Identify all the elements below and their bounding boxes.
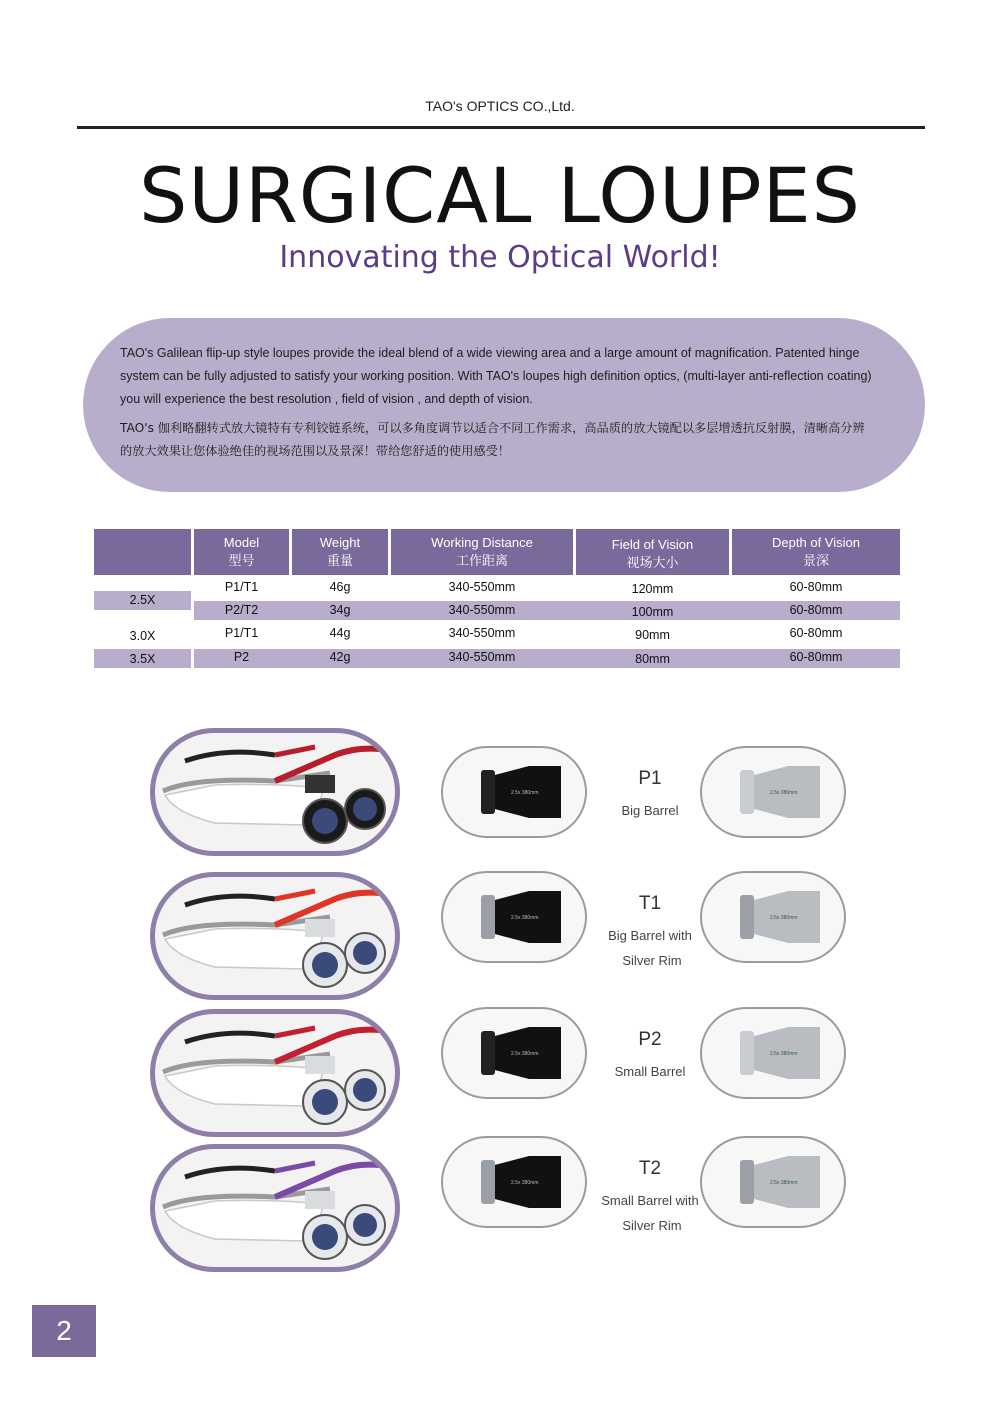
black-barrel-image: [441, 1007, 587, 1099]
header-blank: [94, 529, 191, 575]
cell-field: 90mm: [635, 628, 670, 642]
header-distance: [391, 529, 573, 575]
product-desc: Small Barrel with: [601, 1193, 699, 1208]
header-distance-cn: 工作距离: [455, 553, 508, 568]
black-barrel-image: [441, 746, 587, 838]
mag-label: 3.0X: [129, 629, 156, 643]
mag-label: 2.5X: [129, 593, 156, 607]
header-model-en: Model: [223, 535, 260, 550]
cell-depth: 60-80mm: [789, 626, 843, 640]
product-name: P2: [638, 1029, 662, 1050]
intro-english: TAO's Galilean flip-up style loupes provide the ideal blend of a wide viewing area and a large amount of magnification. Patented hinge system can be fully adjusted to satisfy your working position. With TAO's loupes high definition optics, (multi-layer anti-reflection coating) you will experience the best resolution , field of vision , and depth of vision.: [120, 346, 872, 406]
product-name: T2: [638, 1158, 662, 1179]
header-depth-en: Depth of Vision: [772, 535, 860, 550]
header-model-cn: 型号: [228, 553, 255, 568]
cell-field: 120mm: [631, 582, 674, 596]
grey-barrel-image: [700, 871, 846, 963]
intro-panel: [83, 318, 925, 492]
svg-text:2.5x 380mm: 2.5x 380mm: [511, 915, 539, 921]
svg-text:2.5x 380mm: 2.5x 380mm: [511, 1051, 539, 1057]
cell-weight: 44g: [329, 626, 351, 640]
col-divider: [191, 575, 194, 671]
header-distance-en: Working Distance: [431, 535, 533, 550]
loupe-photo: [150, 1144, 400, 1272]
product-desc: Big Barrel with: [608, 928, 692, 943]
cell-model: P1/T1: [224, 580, 259, 594]
loupe-photo: [150, 872, 400, 1000]
product-desc: Big Barrel: [621, 803, 679, 818]
cell-model: P2/T2: [224, 603, 259, 617]
cell-weight: 34g: [329, 603, 351, 617]
header-weight-en: Weight: [319, 535, 361, 550]
product-name: P1: [638, 768, 662, 789]
product-desc-2: Silver Rim: [622, 1218, 682, 1233]
header-model: [194, 529, 289, 575]
header-depth-cn: 景深: [802, 553, 829, 568]
loupe-photo: [150, 1009, 400, 1137]
product-desc: Small Barrel: [614, 1064, 686, 1079]
black-barrel-image: [441, 871, 587, 963]
cell-depth: 60-80mm: [789, 580, 843, 594]
cell-distance: 340-550mm: [448, 580, 516, 594]
grey-barrel-image: [700, 1136, 846, 1228]
company-name: TAO's OPTICS CO.,Ltd.: [425, 98, 575, 114]
cell-field: 100mm: [631, 605, 674, 619]
header-field-cn: 视场大小: [626, 555, 679, 570]
header-weight-cn: 重量: [326, 553, 353, 568]
cell-weight: 46g: [329, 580, 351, 594]
cell-model: P2: [233, 650, 250, 664]
page-subtitle: Innovating the Optical World!: [279, 240, 721, 275]
page-title: SURGICAL LOUPES: [139, 151, 861, 240]
product-desc-2: Silver Rim: [622, 953, 682, 968]
cell-distance: 340-550mm: [448, 603, 516, 617]
loupe-photo: [150, 728, 400, 856]
header-weight: [292, 529, 388, 575]
cell-distance: 340-550mm: [448, 650, 516, 664]
mag-label: 3.5X: [129, 652, 156, 666]
svg-text:2.5x 380mm: 2.5x 380mm: [770, 1051, 798, 1057]
black-barrel-image: [441, 1136, 587, 1228]
cell-depth: 60-80mm: [789, 603, 843, 617]
cell-weight: 42g: [329, 650, 351, 664]
header-rule: [77, 126, 925, 129]
svg-text:2.5x 380mm: 2.5x 380mm: [511, 790, 539, 796]
header-depth: [732, 529, 900, 575]
grey-barrel-image: [700, 746, 846, 838]
intro-chinese: TAO's 伽利略翻转式放大镜特有专利铰链系统，可以多角度调节以适合不同工作需求，高品质的放大镜配以多层增透抗反射膜，清晰高分辨的放大效果让您体验绝佳的视场范围以及景深！带给您舒适的使用感受！: [120, 421, 865, 458]
svg-text:2.5x 380mm: 2.5x 380mm: [770, 790, 798, 796]
header-field: [576, 529, 729, 575]
cell-model: P1/T1: [224, 626, 259, 640]
product-name: T1: [638, 893, 662, 914]
cell-distance: 340-550mm: [448, 626, 516, 640]
svg-text:2.5x 380mm: 2.5x 380mm: [770, 1180, 798, 1186]
spec-table: [94, 529, 900, 671]
cell-depth: 60-80mm: [789, 650, 843, 664]
svg-text:2.5x 380mm: 2.5x 380mm: [511, 1180, 539, 1186]
svg-text:2.5x 380mm: 2.5x 380mm: [770, 915, 798, 921]
grey-barrel-image: [700, 1007, 846, 1099]
cell-field: 80mm: [635, 652, 670, 666]
header-field-en: Field of Vision: [611, 537, 694, 552]
page-number: 2: [32, 1305, 96, 1357]
